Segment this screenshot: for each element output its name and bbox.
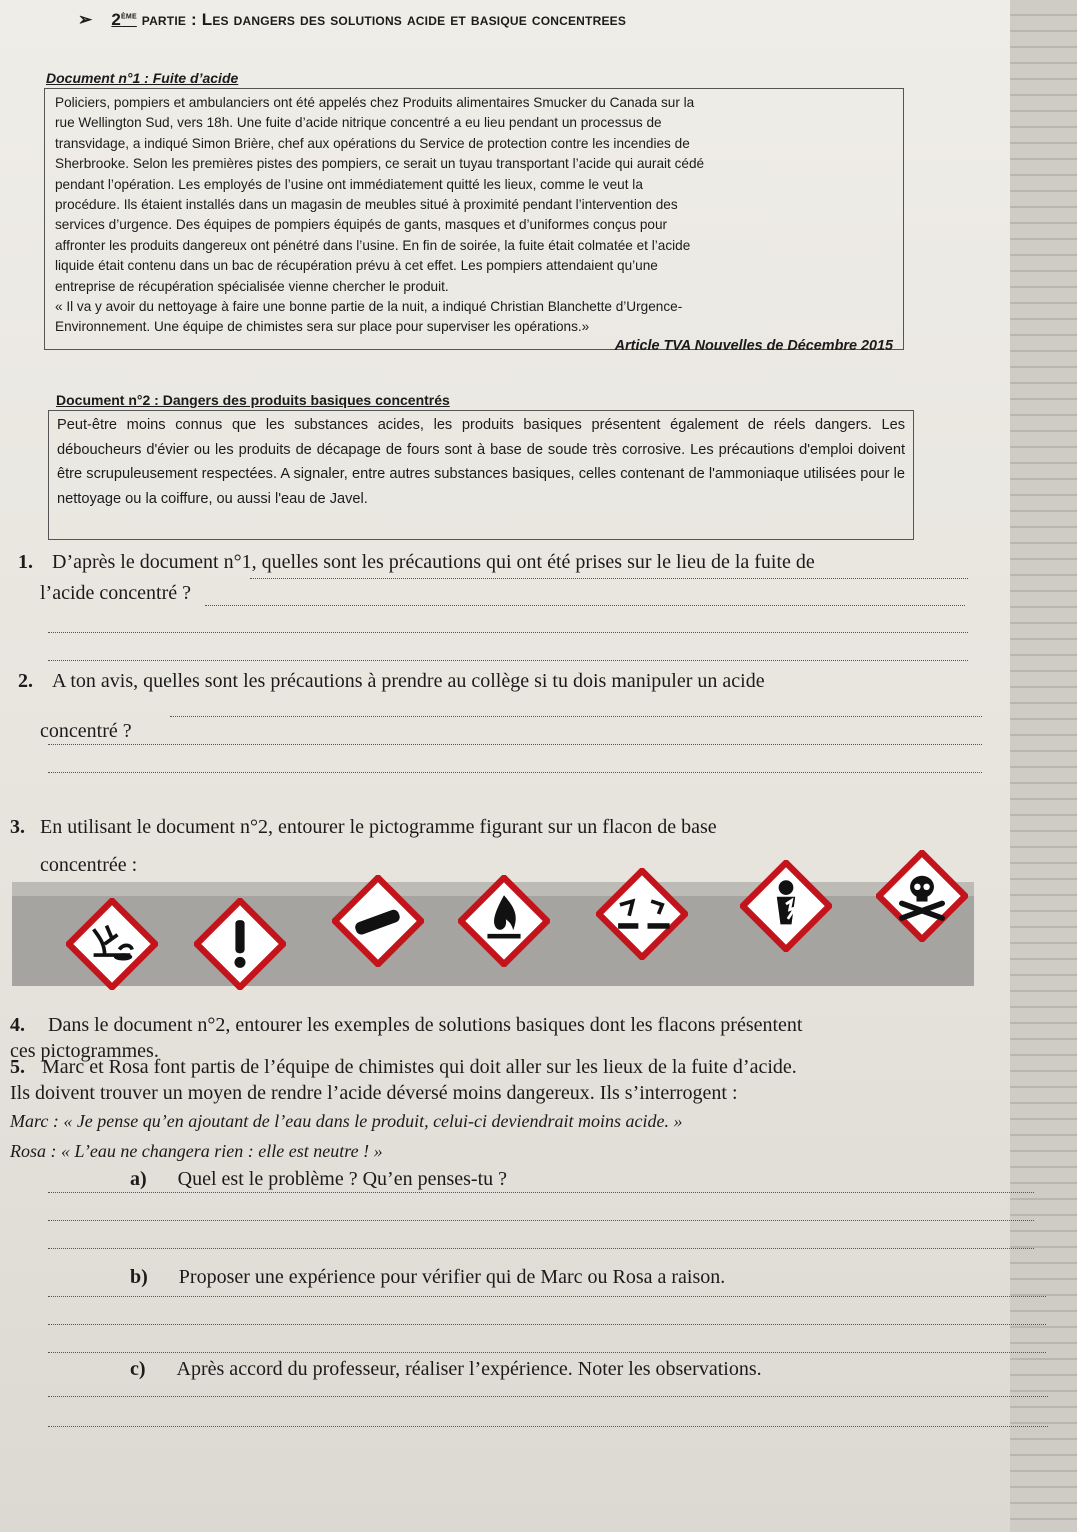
marc-quote: Marc : « Je pense qu’en ajoutant de l’eau dans le produit, celui-ci deviendrait moins acide. » <box>10 1111 683 1131</box>
answer-line[interactable] <box>48 1192 1034 1193</box>
part-title <box>78 10 738 30</box>
exclamation-icon[interactable] <box>194 898 286 990</box>
doc1-line: entreprise de récupération spécialisée vienne chercher le produit. <box>55 278 449 294</box>
answer-line[interactable] <box>48 1296 1046 1297</box>
answer-line[interactable] <box>48 1220 1034 1221</box>
answer-line[interactable] <box>48 772 982 773</box>
environment-icon[interactable] <box>66 898 158 990</box>
question-5-text: Marc et Rosa font partis de l’équipe de chimistes qui doit aller sur les lieux de la fuite d’acide. <box>42 1056 797 1078</box>
doc1-box <box>44 88 904 354</box>
answer-line[interactable] <box>48 1396 1048 1397</box>
question-1-text: D’après le document n°1, quelles sont les précautions qui ont été prises sur le lieu de la fuite de <box>52 551 815 573</box>
part-number: 2 <box>111 10 122 29</box>
arrow-icon: ➢ <box>78 10 93 29</box>
rosa-quote: Rosa : « L’eau ne changera rien : elle est neutre ! » <box>10 1141 383 1161</box>
doc1-citation: Article TVA Nouvelles de Décembre 2015 <box>614 337 893 354</box>
skull-crossbones-icon[interactable] <box>876 850 968 942</box>
doc1-line: liquide était contenu dans un bac de récupération prévu à cet effet. Les pompiers attendaient qu’une <box>55 258 658 274</box>
answer-line[interactable] <box>170 716 982 717</box>
question-3-line2: concentrée : <box>40 854 138 876</box>
question-5a <box>130 1166 507 1192</box>
question-5-number: 5. <box>10 1056 25 1078</box>
question-2-line2: concentré ? <box>40 720 132 742</box>
question-1-line2: l’acide concentré ? <box>40 582 192 604</box>
doc1-line: Sherbrooke. Selon les premières pistes des pompiers, ce serait un tuyau transportant l’acide qui aurait cédé <box>55 156 705 172</box>
gas-cylinder-icon[interactable] <box>332 875 424 967</box>
doc1-line: Environnement. Une équipe de chimistes sera sur place pour superviser les opérations.» <box>55 319 590 335</box>
corrosive-icon[interactable] <box>596 868 688 960</box>
part-number-suffix: ème <box>121 10 137 22</box>
answer-line[interactable] <box>205 605 965 606</box>
question-4-number: 4. <box>10 1014 25 1036</box>
question-5b-text: Proposer une expérience pour vérifier qui de Marc ou Rosa a raison. <box>178 1266 726 1288</box>
question-5a-label: a) <box>130 1168 147 1190</box>
question-5c-label: c) <box>130 1358 146 1380</box>
doc1-line: Policiers, pompiers et ambulanciers ont été appelés chez Produits alimentaires Smucker du Canada sur la <box>55 95 695 110</box>
question-4 <box>10 1012 1010 1038</box>
question-2 <box>18 668 978 694</box>
doc2-box: Peut-être moins connus que les substances acides, les produits basiques présentent également de réels dangers. Les déboucheurs d'évier ou les produits de décapage de fours sont à base de soude très corrosive. Les précautions d'emploi doivent être scrupuleusement respectées. A signaler, entre autres substances basiques, celles contenant de l'ammoniaque utilisées pour le nettoyage ou la coiffure, ou aussi l'eau de Javel. <box>48 410 914 540</box>
question-3-number: 3. <box>10 816 25 838</box>
part-title-text: partie : Les dangers des solutions acide et basique concentrees <box>136 10 627 29</box>
answer-line[interactable] <box>48 744 982 745</box>
answer-line[interactable] <box>48 1352 1046 1353</box>
question-5b-label: b) <box>130 1266 148 1288</box>
question-5 <box>10 1054 1010 1080</box>
question-4-line2: ces pictogrammes. <box>10 1040 159 1062</box>
question-5b <box>130 1264 725 1290</box>
doc1-line: services d’urgence. Des équipes de pompiers équipés de gants, masques et d’uniformes conçus pour <box>55 217 668 233</box>
health-hazard-icon[interactable] <box>740 860 832 952</box>
answer-line[interactable] <box>48 1248 1034 1249</box>
answer-line[interactable] <box>48 632 968 633</box>
answer-line[interactable] <box>48 1426 1048 1427</box>
doc2-label: Document n°2 : Dangers des produits basiques concentrés <box>56 392 450 408</box>
doc1-line: procédure. Ils étaient installés dans un magasin de meubles situé à proximité pendant l’intervention des <box>55 197 678 213</box>
doc1-line: affronter les produits dangereux ont pénétré dans l’usine. En fin de soirée, la fuite était colmatée et l’acide <box>55 237 691 253</box>
answer-line[interactable] <box>48 660 968 661</box>
binder-edge <box>1010 0 1077 1532</box>
question-1 <box>18 549 978 575</box>
question-2-number: 2. <box>18 670 33 692</box>
question-5a-text: Quel est le problème ? Qu’en penses-tu ? <box>177 1168 507 1190</box>
doc1-line: rue Wellington Sud, vers 18h. Une fuite d’acide nitrique concentré a eu lieu pendant un processus de <box>55 115 662 131</box>
flame-icon[interactable] <box>458 875 550 967</box>
doc1-line: pendant l’opération. Les employés de l’usine ont immédiatement quitté les lieux, comme le veut la <box>55 176 643 192</box>
question-1-number: 1. <box>18 551 33 573</box>
question-3-text: En utilisant le document n°2, entourer le pictogramme figurant sur un flacon de base <box>40 816 717 838</box>
answer-line[interactable] <box>250 578 968 579</box>
question-5c <box>130 1356 762 1382</box>
doc1-label: Document n°1 : Fuite d’acide <box>46 70 239 86</box>
answer-line[interactable] <box>48 1324 1046 1325</box>
doc1-line: transvidage, a indiqué Simon Brière, chef aux opérations du Service de protection contre les incendies de <box>55 135 690 151</box>
question-4-text: Dans le document n°2, entourer les exemples de solutions basiques dont les flacons présentent <box>48 1014 803 1036</box>
question-3 <box>10 814 970 840</box>
doc1-line: « Il va y avoir du nettoyage à faire une bonne partie de la nuit, a indiqué Christian Blanchette d’Urgence- <box>55 299 683 315</box>
question-2-text: A ton avis, quelles sont les précautions à prendre au collège si tu dois manipuler un acide <box>52 670 765 692</box>
question-5-line2: Ils doivent trouver un moyen de rendre l’acide déversé moins dangereux. Ils s’interrogent : <box>10 1082 738 1104</box>
question-5c-text: Après accord du professeur, réaliser l’expérience. Noter les observations. <box>176 1358 762 1380</box>
